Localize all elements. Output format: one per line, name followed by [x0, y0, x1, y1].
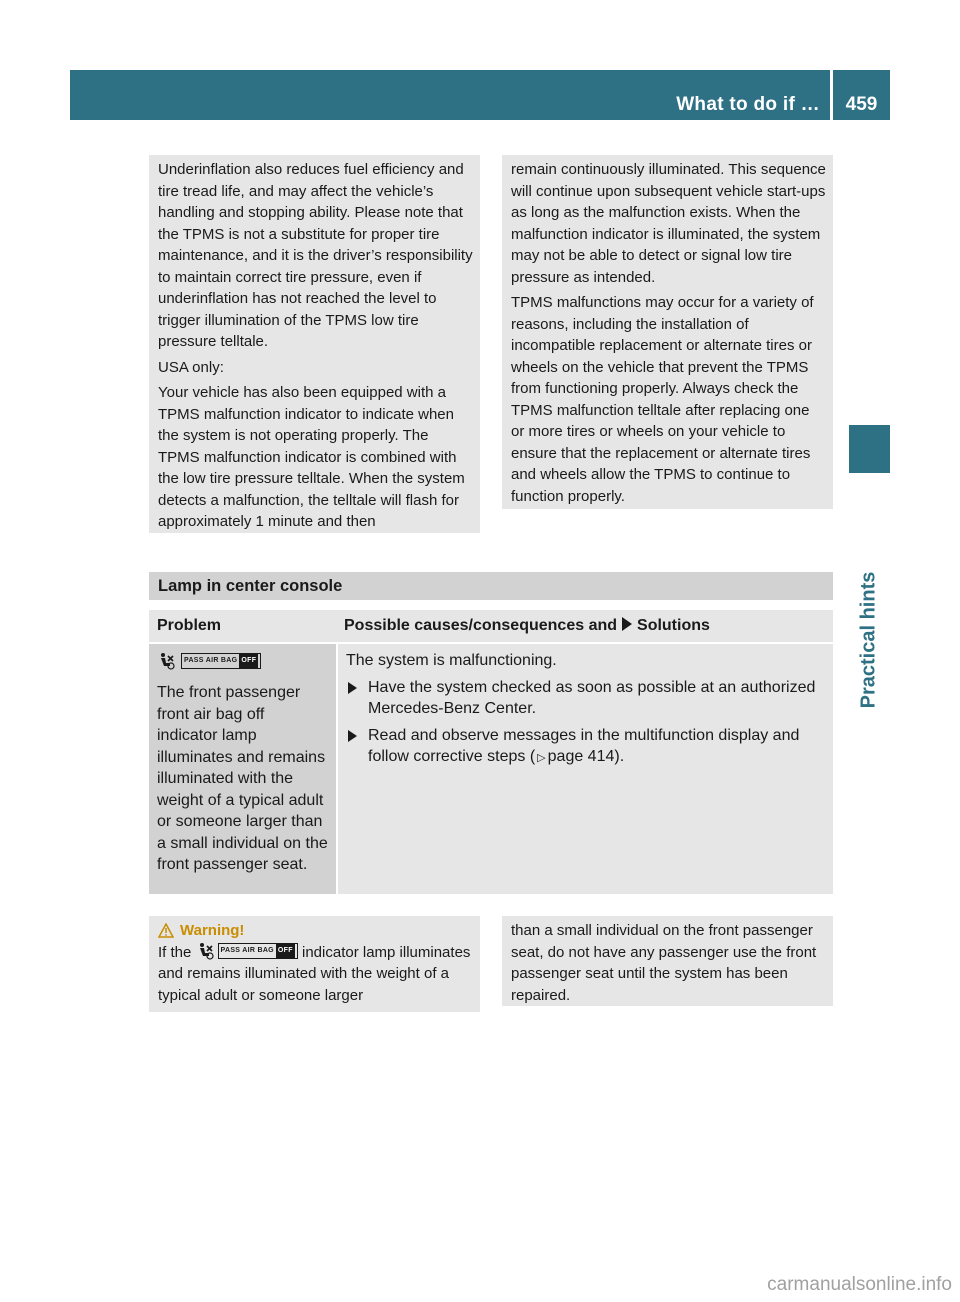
airbag-badge-off: OFF: [276, 944, 295, 958]
arrow-right-icon: [348, 682, 357, 694]
paragraph: remain continuously illuminated. This sequence will continue upon subsequent vehicle start-ups as long as the malfunction exists. When the malfunction indicator is illuminated, the system may not be able to detect or signal low tire pressure as intended.: [511, 161, 826, 286]
warning-box: [149, 916, 480, 1012]
watermark: carmanualsonline.info: [767, 1274, 952, 1295]
arrow-right-icon: [622, 617, 632, 631]
airbag-badge-off: OFF: [239, 654, 258, 668]
section-heading: Lamp in center console: [149, 572, 833, 600]
arrow-right-icon: [348, 730, 357, 742]
indicator-icons-inline: [196, 942, 298, 960]
warning-text: [158, 942, 473, 1007]
page-number-box: [833, 70, 890, 120]
indicator-icons: [157, 650, 328, 672]
right-text-column: [502, 155, 833, 509]
left-text-column: [149, 155, 480, 533]
passenger-seat-off-icon: [157, 652, 175, 670]
column-header-solutions: [344, 610, 710, 642]
warning-continuation-box: [502, 916, 833, 1006]
solution-text: Have the system checked as soon as possible at an authorized Mercedes-Benz Center.: [368, 678, 816, 717]
paragraph: Underinflation also reduces fuel efficiency and tire tread life, and may affect the vehicle’s handling and stopping ability. Please note that the TPMS is not a substitute for proper tire maintenance, and it is the driver’s responsibility to maintain correct tire pressure, even if underinflation has not reached the level to trigger illumination of the TPMS low tire pressure telltale.: [158, 161, 473, 350]
warning-title-text: Warning!: [180, 922, 245, 939]
side-tab: [849, 425, 890, 473]
warning-continuation-text: than a small individual on the front passenger seat, do not have any passenger use the front passenger seat until the system has been repaired.: [511, 922, 817, 1004]
cause-text: The system is malfunctioning.: [346, 652, 557, 669]
solution-cell: [338, 644, 833, 894]
problem-cell: [149, 644, 336, 894]
header-bar: [70, 70, 830, 120]
page-number: 459: [845, 94, 878, 115]
airbag-badge-text: PASS AIR BAG: [220, 946, 274, 954]
passenger-seat-off-icon: [196, 942, 214, 960]
solution-item: [346, 677, 825, 720]
table-header: [149, 610, 833, 642]
column-header-causes: Possible causes/consequences and: [344, 617, 618, 634]
solution-item: [346, 725, 825, 770]
solution-text: Read and observe messages in the multifunction display and follow corrective steps (: [368, 726, 800, 765]
warning-title: [158, 920, 473, 942]
warning-text-before: If the: [158, 943, 192, 961]
warning-triangle-icon: [158, 923, 174, 938]
airbag-badge-text: PASS AIR BAG: [184, 657, 238, 664]
chapter-title: What to do if …: [676, 94, 820, 115]
page-reference-link[interactable]: page 414).: [547, 748, 625, 765]
page-ref-arrow-icon: ▷: [537, 752, 546, 764]
paragraph: TPMS malfunctions may occur for a variety of reasons, including the installation of incompatible replacement or alternate tires or wheels on the vehicle that prevent the TPMS from functioning properly. Always check the TPMS malfunction telltale after replacing one or more tires or wheels on your vehicle to ensure that the replacement or alternate tires and wheels allow the TPMS to continue to function properly.: [511, 294, 814, 505]
pass-air-bag-off-icon: [218, 943, 298, 959]
paragraph: USA only:: [158, 358, 224, 376]
pass-air-bag-off-icon: [181, 653, 261, 669]
side-section-label: Practical hints: [857, 571, 880, 709]
problem-text: The front passenger front air bag off indicator lamp illuminates and remains illuminated with the weight of a typical adult or someone larger than a small individual on the front passenger seat.: [157, 684, 328, 873]
warning-text-after: indicator lamp illuminates and remains illuminated with the weight of a typical adult or someone larger: [158, 943, 471, 1004]
column-header-solutions-label: Solutions: [637, 617, 710, 634]
column-header-problem: Problem: [157, 617, 222, 634]
paragraph: Your vehicle has also been equipped with a TPMS malfunction indicator to indicate when the system is not operating properly. The TPMS malfunction indicator is combined with the low tire pressure telltale. When the system detects a malfunction, the telltale will flash for approximately 1 minute and then: [158, 384, 465, 530]
